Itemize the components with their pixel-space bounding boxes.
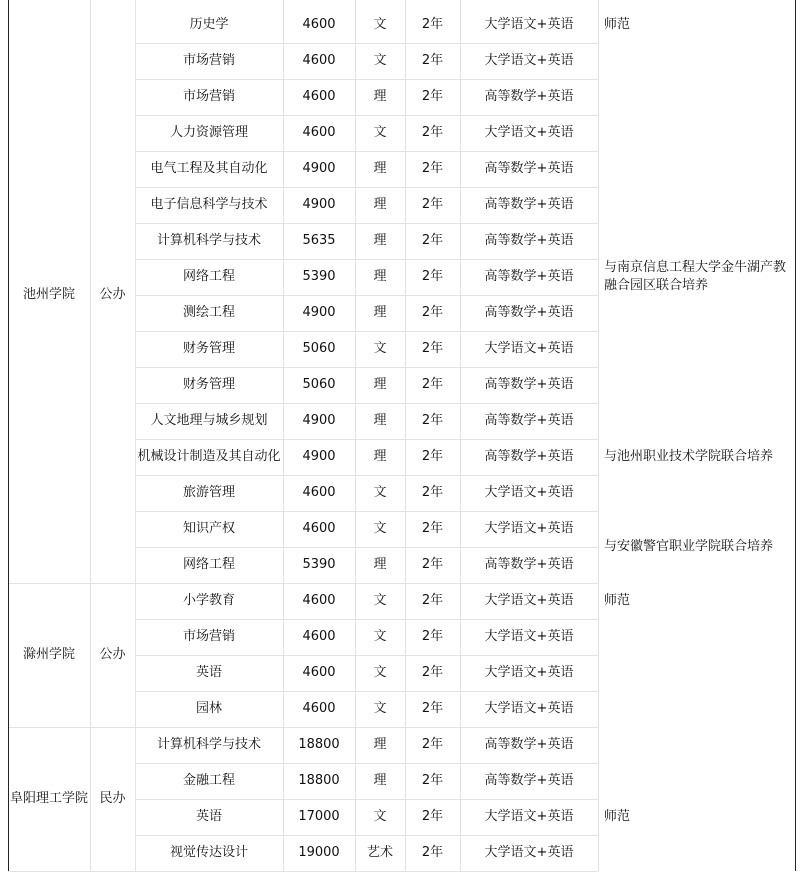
grid-line — [283, 0, 284, 871]
grid-line — [8, 0, 9, 871]
major-cell: 财务管理 — [182, 377, 235, 392]
major-cell: 电子信息科学与技术 — [150, 197, 268, 212]
years-cell: 2年 — [421, 737, 444, 752]
major-cell: 计算机科学与技术 — [156, 233, 261, 248]
subject-cell: 文 — [373, 53, 387, 68]
major-cell: 小学教育 — [182, 593, 235, 608]
fee-cell: 4900 — [302, 413, 336, 428]
note-cell: 与池州职业技术学院联合培养 — [604, 449, 774, 464]
major-cell: 知识产权 — [182, 521, 235, 536]
subject-cell: 文 — [373, 521, 387, 536]
school-type: 民办 — [99, 791, 126, 806]
major-cell: 计算机科学与技术 — [156, 737, 261, 752]
exam-cell: 高等数学+英语 — [484, 449, 574, 464]
major-cell: 财务管理 — [182, 341, 235, 356]
exam-cell: 大学语文+英语 — [484, 125, 574, 140]
years-cell: 2年 — [421, 701, 444, 716]
major-cell: 市场营销 — [182, 89, 235, 104]
major-cell: 网络工程 — [182, 557, 235, 572]
fee-cell: 4600 — [302, 593, 336, 608]
fee-cell: 4600 — [302, 485, 336, 500]
school-type: 公办 — [99, 647, 126, 662]
fee-cell: 4900 — [302, 197, 336, 212]
fee-cell: 5060 — [302, 377, 336, 392]
years-cell: 2年 — [421, 773, 444, 788]
major-cell: 电气工程及其自动化 — [150, 161, 268, 176]
subject-cell: 理 — [373, 737, 387, 752]
exam-cell: 大学语文+英语 — [484, 809, 574, 824]
subject-cell: 文 — [373, 809, 387, 824]
exam-cell: 大学语文+英语 — [484, 701, 574, 716]
grid-line — [460, 0, 461, 871]
subject-cell: 理 — [373, 377, 387, 392]
subject-cell: 理 — [373, 413, 387, 428]
years-cell: 2年 — [421, 89, 444, 104]
fee-cell: 5390 — [302, 557, 336, 572]
exam-cell: 大学语文+英语 — [484, 593, 574, 608]
major-cell: 人力资源管理 — [169, 125, 248, 140]
note-cell: 师范 — [604, 593, 631, 608]
subject-cell: 理 — [373, 773, 387, 788]
fee-cell: 19000 — [298, 845, 340, 860]
exam-cell: 大学语文+英语 — [484, 629, 574, 644]
school-name: 池州学院 — [22, 287, 75, 302]
note-cell: 师范 — [604, 17, 631, 32]
fee-cell: 4600 — [302, 89, 336, 104]
major-cell: 历史学 — [189, 17, 229, 32]
subject-cell: 理 — [373, 197, 387, 212]
fee-cell: 17000 — [298, 809, 340, 824]
exam-cell: 高等数学+英语 — [484, 233, 574, 248]
fee-cell: 18800 — [298, 737, 340, 752]
subject-cell: 理 — [373, 89, 387, 104]
subject-cell: 理 — [373, 233, 387, 248]
exam-cell: 大学语文+英语 — [484, 53, 574, 68]
exam-cell: 高等数学+英语 — [484, 413, 574, 428]
grid-line — [405, 0, 406, 871]
school-type: 公办 — [99, 287, 126, 302]
years-cell: 2年 — [421, 233, 444, 248]
exam-cell: 大学语文+英语 — [484, 665, 574, 680]
exam-cell: 大学语文+英语 — [484, 341, 574, 356]
grid-line — [135, 871, 598, 872]
years-cell: 2年 — [421, 341, 444, 356]
years-cell: 2年 — [421, 845, 444, 860]
years-cell: 2年 — [421, 377, 444, 392]
subject-cell: 理 — [373, 269, 387, 284]
fee-cell: 4900 — [302, 449, 336, 464]
grid-line — [795, 0, 796, 871]
years-cell: 2年 — [421, 125, 444, 140]
subject-cell: 理 — [373, 161, 387, 176]
years-cell: 2年 — [421, 269, 444, 284]
exam-cell: 高等数学+英语 — [484, 773, 574, 788]
grid-line — [355, 0, 356, 871]
subject-cell: 理 — [373, 449, 387, 464]
subject-cell: 文 — [373, 485, 387, 500]
major-cell: 旅游管理 — [182, 485, 235, 500]
years-cell: 2年 — [421, 629, 444, 644]
fee-cell: 18800 — [298, 773, 340, 788]
subject-cell: 文 — [373, 629, 387, 644]
years-cell: 2年 — [421, 413, 444, 428]
years-cell: 2年 — [421, 305, 444, 320]
fee-cell: 4600 — [302, 665, 336, 680]
subject-cell: 文 — [373, 17, 387, 32]
years-cell: 2年 — [421, 485, 444, 500]
major-cell: 机械设计制造及其自动化 — [137, 449, 281, 464]
major-cell: 视觉传达设计 — [169, 845, 248, 860]
exam-cell: 高等数学+英语 — [484, 377, 574, 392]
fee-cell: 5390 — [302, 269, 336, 284]
major-cell: 英语 — [195, 809, 222, 824]
subject-cell: 文 — [373, 341, 387, 356]
major-cell: 金融工程 — [182, 773, 235, 788]
subject-cell: 理 — [373, 557, 387, 572]
years-cell: 2年 — [421, 521, 444, 536]
fee-cell: 4600 — [302, 53, 336, 68]
exam-cell: 大学语文+英语 — [484, 521, 574, 536]
years-cell: 2年 — [421, 161, 444, 176]
fee-cell: 4900 — [302, 305, 336, 320]
fee-cell: 4600 — [302, 701, 336, 716]
years-cell: 2年 — [421, 665, 444, 680]
major-cell: 测绘工程 — [182, 305, 235, 320]
exam-cell: 高等数学+英语 — [484, 305, 574, 320]
exam-cell: 高等数学+英语 — [484, 161, 574, 176]
exam-cell: 高等数学+英语 — [484, 89, 574, 104]
years-cell: 2年 — [421, 197, 444, 212]
years-cell: 2年 — [421, 593, 444, 608]
major-cell: 园林 — [195, 701, 222, 716]
note-cell: 师范 — [604, 809, 631, 824]
fee-cell: 4600 — [302, 629, 336, 644]
fee-cell: 4600 — [302, 125, 336, 140]
subject-cell: 艺术 — [366, 845, 393, 860]
subject-cell: 文 — [373, 593, 387, 608]
exam-cell: 大学语文+英语 — [484, 17, 574, 32]
grid-line — [8, 871, 135, 872]
major-cell: 市场营销 — [182, 629, 235, 644]
major-cell: 市场营销 — [182, 53, 235, 68]
major-cell: 英语 — [195, 665, 222, 680]
exam-cell: 大学语文+英语 — [484, 485, 574, 500]
fee-cell: 5635 — [302, 233, 336, 248]
subject-cell: 文 — [373, 665, 387, 680]
subject-cell: 文 — [373, 125, 387, 140]
fee-cell: 4600 — [302, 17, 336, 32]
exam-cell: 高等数学+英语 — [484, 197, 574, 212]
grid-line — [90, 0, 91, 871]
years-cell: 2年 — [421, 449, 444, 464]
note-cell: 与南京信息工程大学金牛湖产教融合园区联合培养 — [604, 260, 787, 293]
years-cell: 2年 — [421, 809, 444, 824]
fee-cell: 5060 — [302, 341, 336, 356]
grid-line — [135, 0, 136, 871]
years-cell: 2年 — [421, 53, 444, 68]
fee-cell: 4600 — [302, 521, 336, 536]
school-name: 滁州学院 — [22, 647, 75, 662]
exam-cell: 高等数学+英语 — [484, 737, 574, 752]
note-cell: 与安徽警官职业学院联合培养 — [604, 539, 774, 554]
fee-cell: 4900 — [302, 161, 336, 176]
subject-cell: 理 — [373, 305, 387, 320]
major-cell: 人文地理与城乡规划 — [150, 413, 268, 428]
subject-cell: 文 — [373, 701, 387, 716]
grid-line — [598, 0, 599, 871]
exam-cell: 大学语文+英语 — [484, 845, 574, 860]
exam-cell: 高等数学+英语 — [484, 269, 574, 284]
years-cell: 2年 — [421, 557, 444, 572]
major-cell: 网络工程 — [182, 269, 235, 284]
exam-cell: 高等数学+英语 — [484, 557, 574, 572]
years-cell: 2年 — [421, 17, 444, 32]
school-name: 阜阳理工学院 — [9, 791, 88, 806]
